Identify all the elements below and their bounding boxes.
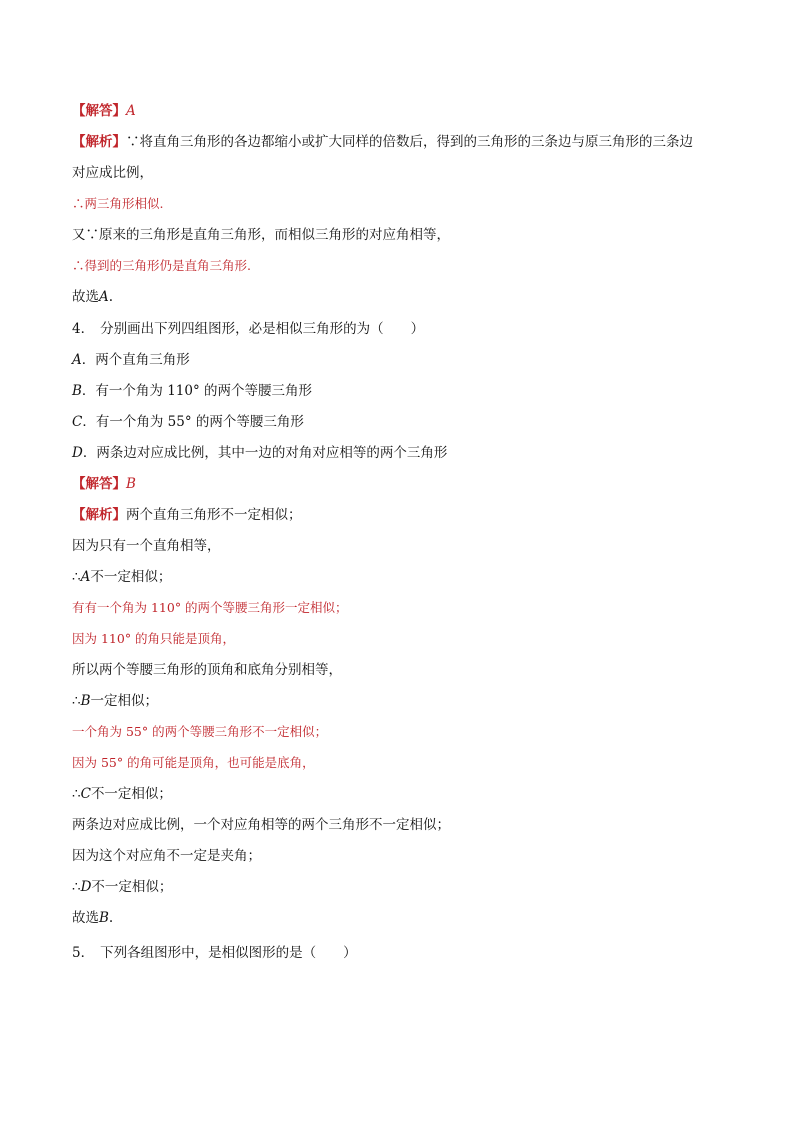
- question-5-stem: [72, 943, 357, 963]
- text-fragment: 不一定相似；: [90, 569, 172, 585]
- text-line: ∴得到的三角形仍是直角三角形.: [72, 258, 251, 273]
- option-text: ．两条边对应成比例，其中一边的对角对应相等的两个三角形: [82, 445, 448, 461]
- question-number: 4．: [72, 321, 95, 337]
- text-fragment: 不一定相似；: [91, 879, 173, 895]
- answer-tag: 【解答】: [72, 476, 126, 492]
- question-text: 下列各组图形中，是相似图形的是（ ）: [100, 945, 357, 961]
- conclusion-prefix: 故选: [72, 289, 99, 305]
- option-d: [72, 443, 447, 463]
- text-line: 因为只有一个直角相等，: [72, 538, 221, 554]
- conclusion-letter: B: [99, 910, 109, 926]
- answer-value: A: [126, 103, 136, 119]
- conclusion-suffix: .: [108, 289, 114, 305]
- text-fragment: 不一定相似；: [90, 786, 172, 802]
- therefore-symbol: ∴: [72, 786, 81, 802]
- analysis-tag: 【解析】: [72, 134, 126, 150]
- answer-line-q4: [72, 474, 136, 494]
- analysis-line-q4: [72, 505, 302, 525]
- conclusion-line: [72, 908, 113, 928]
- option-text: ．有一个角为 110° 的两个等腰三角形: [81, 383, 313, 399]
- question-4-stem: [72, 319, 424, 339]
- conclusion-prefix: 故选: [72, 910, 99, 926]
- question-text: 分别画出下列四组图形，必是相似三角形的为（ ）: [100, 321, 425, 337]
- option-text: ．有一个角为 55° 的两个等腰三角形: [82, 414, 304, 430]
- option-letter: D: [80, 879, 92, 895]
- answer-value: B: [126, 476, 136, 492]
- text-line: 一个角为 55° 的两个等腰三角形不一定相似；: [72, 724, 328, 739]
- text-line: 因为 55° 的角可能是顶角，也可能是底角，: [72, 755, 315, 770]
- text-line: [72, 691, 158, 711]
- conclusion-letter: A: [99, 289, 109, 305]
- text-line: 又∵原来的三角形是直角三角形，而相似三角形的对应角相等，: [72, 227, 450, 243]
- text-line: [72, 877, 172, 897]
- option-a: [72, 350, 190, 370]
- therefore-symbol: ∴: [72, 879, 81, 895]
- analysis-line-q3: [72, 132, 693, 152]
- text-line: 两条边对应成比例，一个对应角相等的两个三角形不一定相似；: [72, 817, 450, 833]
- text-line: 因为这个对应角不一定是夹角；: [72, 848, 261, 864]
- analysis-text: ∵将直角三角形的各边都缩小或扩大同样的倍数后，得到的三角形的三条边与原三角形的三条边: [126, 134, 693, 150]
- option-letter: A: [72, 352, 82, 368]
- text-line: 所以两个等腰三角形的顶角和底角分别相等，: [72, 662, 342, 678]
- option-letter: C: [72, 414, 83, 430]
- option-letter: D: [72, 445, 83, 461]
- question-number: 5．: [72, 945, 95, 961]
- option-text: ．两个直角三角形: [81, 352, 190, 368]
- text-line: 对应成比例，: [72, 165, 153, 181]
- answer-line-q3: [72, 101, 136, 121]
- text-fragment: 一定相似；: [90, 693, 159, 709]
- option-b: [72, 381, 312, 401]
- option-letter: B: [72, 383, 82, 399]
- text-line: ∴两三角形相似.: [72, 196, 164, 211]
- text-line: [72, 567, 171, 587]
- option-letter: B: [80, 693, 91, 709]
- analysis-tag: 【解析】: [72, 507, 126, 523]
- answer-tag: 【解答】: [72, 103, 126, 119]
- text-line: [72, 784, 172, 804]
- analysis-text: 两个直角三角形不一定相似；: [126, 507, 302, 523]
- conclusion-line: [72, 287, 113, 307]
- option-letter: C: [80, 786, 91, 802]
- text-line: 因为 110° 的角只能是顶角，: [72, 631, 236, 646]
- text-line: 有有一个角为 110° 的两个等腰三角形一定相似；: [72, 600, 348, 615]
- option-letter: A: [80, 569, 91, 585]
- conclusion-suffix: .: [108, 910, 114, 926]
- therefore-symbol: ∴: [72, 693, 81, 709]
- therefore-symbol: ∴: [72, 569, 81, 585]
- option-c: [72, 412, 304, 432]
